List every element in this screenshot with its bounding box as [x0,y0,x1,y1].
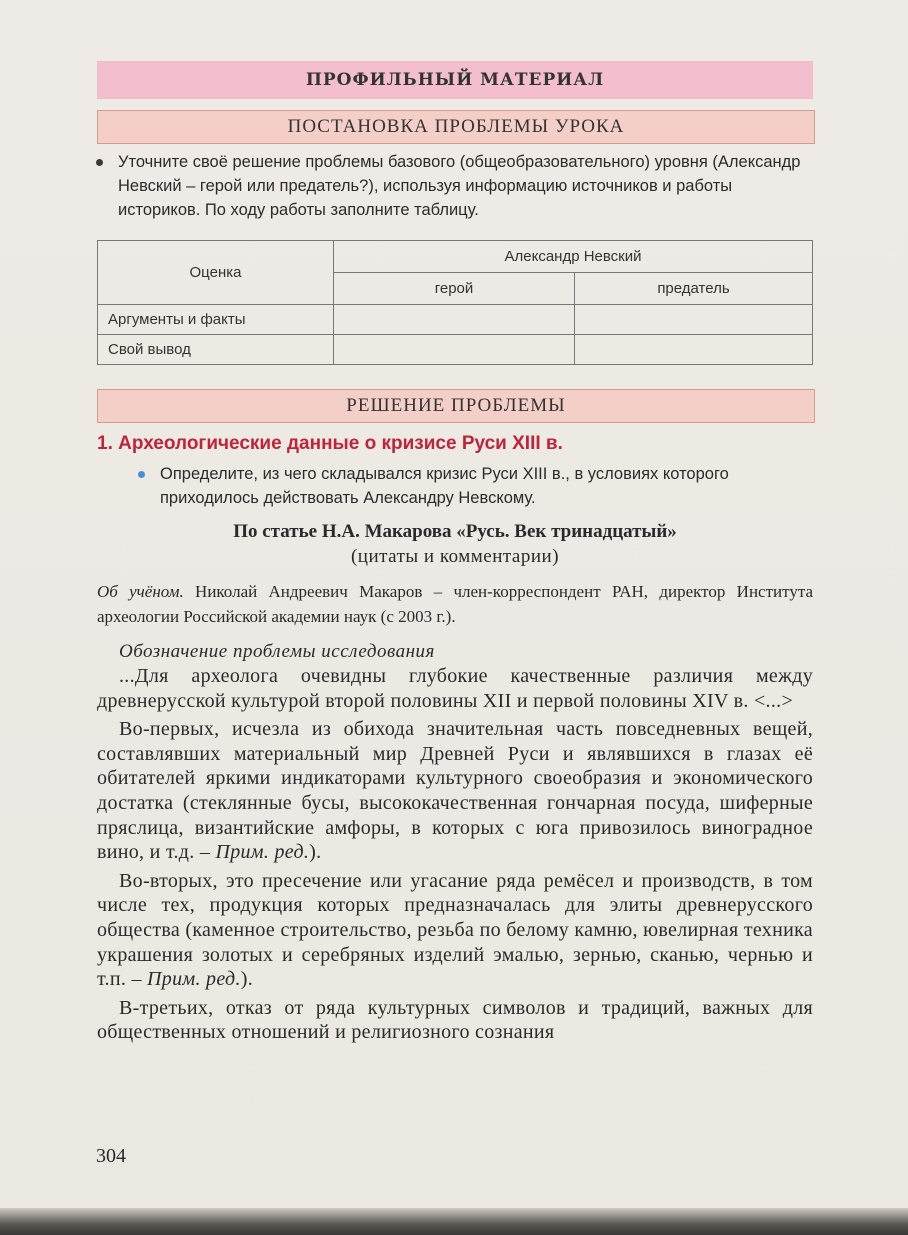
table-row-conclusion: Свой вывод [98,335,334,365]
editor-note: Прим. ред. [147,968,241,991]
paragraph-second-text: Во-вторых, это пресечение или угасание ряда ремёсел и производств, в том числе тех, продукция которых предназначалась для элиты древнерусского общества (каменное строительство, резьба по белому камню, ювелирная техника украшения золотых и серебряных изделий эмалью, зернью, сканью, чернью и т.п. – [97,869,813,991]
table-row-args: Аргументы и факты [98,305,334,335]
article-body [97,664,813,1049]
bullet-icon [96,159,103,166]
page-number: 304 [96,1145,126,1167]
problem-solution-banner: РЕШЕНИЕ ПРОБЛЕМЫ [97,389,815,423]
table-cell-traitor-args[interactable] [575,305,813,335]
task-bullet [118,150,813,222]
table-cell-hero-conclusion[interactable] [334,335,575,365]
bullet-icon [138,471,145,478]
task-text: Уточните своё решение проблемы базового (общеобразовательного) уровня (Александр Невский – герой или предатель?), используя информацию источников и работы историков. По ходу работы заполните таблицу. [118,153,801,219]
paragraph-intro: ...Для археолога очевидны глубокие качественные различия между древнерусской культурой второй половины XII и первой половины XIV в. <...> [97,665,813,712]
lesson-problem-banner: ПОСТАНОВКА ПРОБЛЕМЫ УРОКА [97,110,815,144]
table-header-estimate: Оценка [98,241,334,305]
section-task-text: Определите, из чего складывался кризис Руси XIII в., в условиях которого приходилось действовать Александру Невскому. [160,465,729,507]
about-text: Николай Андреевич Макаров – член-корреспондент РАН, директор Института археологии Российской академии наук (с 2003 г.). [97,582,814,626]
article-subtitle: (цитаты и комментарии) [350,546,560,567]
table-header-person: Александр Невский [334,241,813,273]
section-heading: 1. Археологические данные о кризисе Руси XIII в. [97,433,563,454]
hero-traitor-table [97,240,813,365]
paragraph-first-text: Во-первых, исчезла из обихода значительная часть повседневных вещей, составлявших материальный мир Древней Руси и являвшихся в глазах её обитателей яркими индикаторами культурного своеобразия и экономического достатка (стеклянные бусы, высококачественная гончарная посуда, шиферные пряслица, византийские амфоры, в которых с юга привозилось виноградное вино, и т.д. – [97,718,813,864]
editor-note: Прим. ред. [215,841,310,864]
profile-material-banner: ПРОФИЛЬНЫЙ МАТЕРИАЛ [97,61,813,99]
table-cell-hero-args[interactable] [334,305,575,335]
about-label: Об учёном. [97,582,184,601]
paragraph-third: В-третьих, отказ от ряда культурных символов и традиций, важных для общественных отношений и религиозного сознания [97,996,813,1044]
table-col-hero: герой [334,273,575,305]
paragraph-second: Во-вторых, это пресечение или угасание ряда ремёсел и производств, в том числе тех, продукция которых предназначалась для элиты древнерусского общества (каменное строительство, резьба по белому камню, ювелирная техника украшения золотых и серебряных изделий эмалью, зернью, сканью, чернью и т.п. – Прим. ред.). [97,869,813,991]
table-cell-traitor-conclusion[interactable] [575,335,813,365]
problem-heading: Обозначение проблемы исследования [119,641,435,662]
scan-edge-shadow [0,1208,908,1235]
article-title: По статье Н.А. Макарова «Русь. Век тринадцатый» [233,521,677,542]
about-author [97,579,813,629]
paragraph-first: Во-первых, исчезла из обихода значительная часть повседневных вещей, составлявших материальный мир Древней Руси и являвшихся в глазах её обитателей яркими индикаторами культурного своеобразия и экономического достатка (стеклянные бусы, высококачественная гончарная посуда, шиферные пряслица, византийские амфоры, в которых с юга привозилось виноградное вино, и т.д. – Прим. ред.). [97,718,813,864]
table-col-traitor: предатель [575,273,813,305]
section-task-bullet [160,462,813,510]
